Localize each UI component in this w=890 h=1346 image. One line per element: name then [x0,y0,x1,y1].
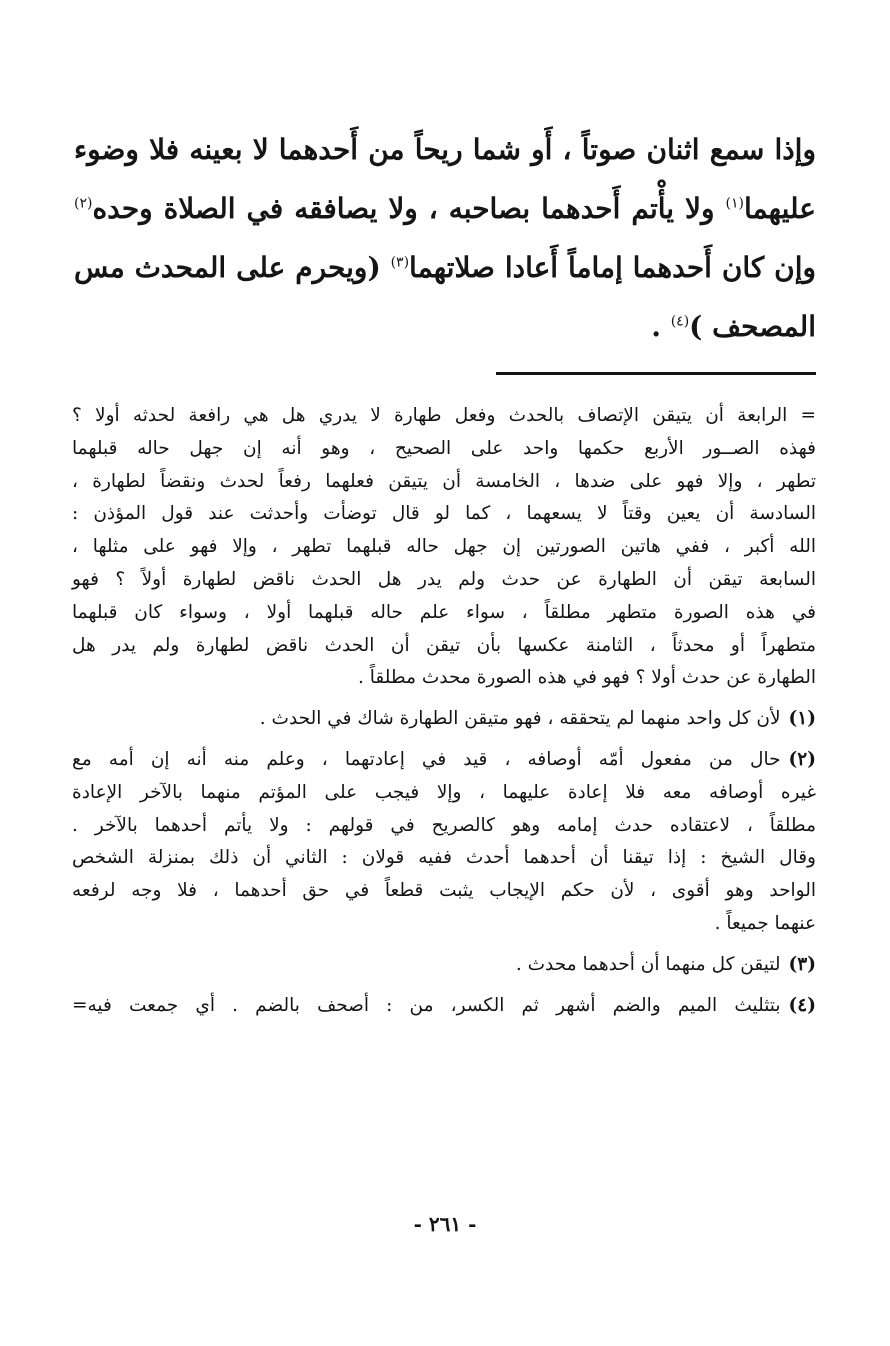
footnote-line: وقال الشيخ : إذا تيقنا أن أحدهما أحدث ففيه قولان : الثاني أن ذلك بمنزلة الشخص [72,847,816,869]
footnote-text: لأن كل واحد منهما لم يتحققه ، فهو متيقن الطهارة شاك في الحدث . [259,708,781,730]
footnote-text: حال من مفعول أمّه أوصافه ، قيد في إعادتهما ، وعلم منه أنه إن أمه مع [72,748,781,770]
footnote-marker-4: (٤) [670,313,690,330]
footnotes-section [72,400,816,1022]
footnote-line: في هذه الصورة متطهر مطلقاً ، سواء علم حاله قبلهما أولا ، وسواء كان قبلهما [72,601,816,623]
footnote-line [72,703,816,736]
footnote-line: متطهراً أو محدثاً ، الثامنة عكسها بأن تيقن أن الحدث ناقض لطهارة ولم يدر هل [72,634,816,656]
footnote-separator-rule [496,372,816,375]
main-text-part-3: وإن كان أَحدهما إماماً أَعادا صلاتهما [409,251,816,284]
footnote-line: = الرابعة أن يتيقن الإتصاف بالحدث وفعل طهارة لا يدري هل هي رافعة لحدثه أولا ؟ [72,405,816,426]
footnote-1 [72,703,816,736]
footnote-line: عنهما جميعاً . [714,912,816,934]
footnote-3 [72,949,816,982]
footnote-text: لتيقن كل منهما أن أحدهما محدث . [515,953,781,975]
footnote-line: تطهر ، وإلا فهو على ضدها ، الخامسة أن يتيقن فعلهما رفعاً لحدث ونقضاً لطهارة ، [72,470,816,492]
main-text-part-2: ولا يأْتم أَحدهما بصاحبه ، ولا يصافقه في الصلاة وحده [92,192,726,225]
footnote-2 [72,744,816,941]
footnote-line: الواحد وهو أقوى ، لأن حكم الإيجاب يثبت قطعاً في حق أحدهما ، فلا وجه لرفعه [72,880,816,902]
footnote-marker-1: (١) [725,195,744,212]
footnote-line: الله أكبر ، ففي هاتين الصورتين إن جهل حاله قبلهما تطهر ، وإلا فهو على مثلها ، [72,536,816,558]
footnote-line: الطهارة عن حدث أولا ؟ فهو في هذه الصورة محدث مطلقاً . [358,667,816,689]
footnote-line: غيره أوصافه معه فلا إعادة عليهما ، وإلا فيجب على المؤتم منهما بالآخر الإعادة [72,781,816,803]
footnote-number: (٤) [788,994,816,1016]
footnote-marker-2: (٢) [74,195,93,212]
footnote-line [72,949,816,982]
footnote-text: بتثليث الميم والضم أشهر ثم الكسر، من : أصحف بالضم . أي جمعت فيه= [72,994,781,1016]
footnote-line: السابعة تيقن أن الطهارة عن حدث ولم يدر هل الحدث ناقض لطهارة أولاً ؟ فهو [72,568,816,590]
main-text-paragraph [74,120,816,356]
footnote-number: (٣) [788,953,816,975]
page-number: - ٢٦١ - [413,1212,477,1236]
main-text-part-1: وإذا سمع اثنان صوتاً ، أَو شما ريحاً من أَحدهما لا بعينه فلا وضوء عليهما [74,133,816,225]
footnote-number: (٢) [788,748,816,770]
footnote-line [72,744,816,777]
footnote-line [72,990,816,1023]
footnote-line: السادسة أن يعين وقتاً لا يسعهما ، كما لو قال توضأت وأحدثت عند قول المؤذن : [72,503,816,525]
footnote-number: (١) [788,708,816,730]
footnote-continuation [72,400,816,695]
footnote-line: فهذه الصــور الأربع حكمها واحد على الصحيح ، وهو أنه إن جهل حاله قبلهما [72,437,816,459]
footnote-4 [72,990,816,1023]
main-text-part-4: (ويحرم على المحدث مس المصحف ) [74,251,816,343]
footnote-line: مطلقاً ، لاعتقاده حدث إمامه وهو كالصريح في قولهم : ولا يأتم أحدهما بالآخر . [72,814,816,836]
main-text-part-5: . [651,310,671,343]
footnote-marker-3: (٣) [390,254,410,271]
